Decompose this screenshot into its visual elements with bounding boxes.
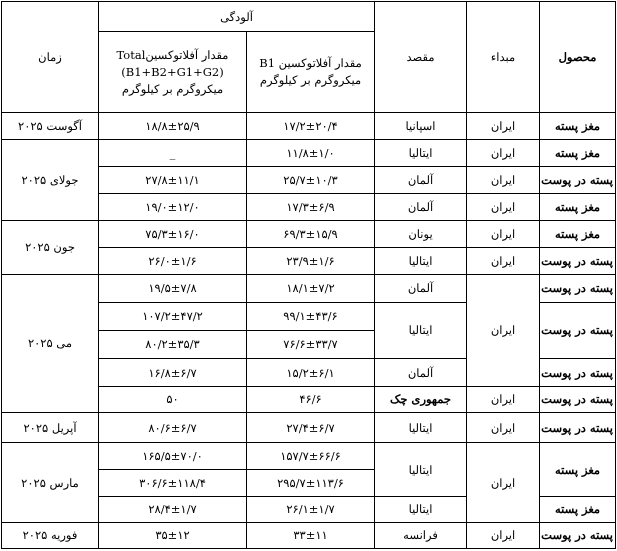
cell-product: مغز پسته	[540, 497, 616, 523]
cell-destination: یونان	[375, 220, 467, 247]
cell-b1: ۱۸/۱±۷/۲	[247, 274, 375, 302]
cell-origin: ایران	[467, 113, 540, 140]
cell-product: پسته در پوست	[540, 302, 616, 358]
cell-b1: ۳۳±۱۱	[247, 522, 375, 548]
cell-destination: ایتالیا	[375, 247, 467, 274]
cell-origin: ایران	[467, 274, 540, 386]
cell-total: ۵۰	[99, 387, 247, 413]
header-b1: مقدار آفلاتوکسین B1 میکروگرم بر کیلوگرم	[247, 32, 375, 113]
cell-origin: ایران	[467, 522, 540, 548]
cell-product: پسته در پوست	[540, 274, 616, 302]
cell-b1: ۴۶/۶	[247, 387, 375, 413]
cell-total: ۳۵±۱۲	[99, 522, 247, 548]
cell-time: می ۲۰۲۵	[2, 274, 99, 412]
cell-total: ۸۰/۶±۶/۷	[99, 412, 247, 442]
cell-total: _	[99, 140, 247, 167]
cell-b1: ۱۱/۸±۱/۰	[247, 140, 375, 167]
aflatoxin-table	[1, 1, 616, 549]
cell-b1: ۷۶/۶±۳۳/۷	[247, 330, 375, 358]
header-total: مقدار آفلاتوکسینTotal (B1+B2+G1+G2) میکروگرم بر کیلوگرم	[99, 32, 247, 113]
cell-b1: ۲۹۵/۷±۱۱۳/۶	[247, 470, 375, 497]
cell-total: ۱۶/۸±۶/۷	[99, 359, 247, 387]
cell-destination: اسپانیا	[375, 113, 467, 140]
cell-product: مغز پسته	[540, 194, 616, 221]
cell-product: مغز پسته	[540, 220, 616, 247]
cell-product: پسته در پوست	[540, 387, 616, 413]
cell-destination: آلمان	[375, 194, 467, 221]
cell-product: پسته در پوست	[540, 247, 616, 274]
cell-origin: ایران	[467, 140, 540, 167]
cell-destination: آلمان	[375, 359, 467, 387]
cell-b1: ۲۷/۴±۶/۷	[247, 412, 375, 442]
cell-time: مارس ۲۰۲۵	[2, 443, 99, 523]
cell-destination: آلمان	[375, 274, 467, 302]
cell-origin: ایران	[467, 443, 540, 523]
cell-total: ۱۰۷/۲±۴۷/۲	[99, 302, 247, 330]
cell-total: ۸۰/۲±۳۵/۳	[99, 330, 247, 358]
header-contamination: آلودگی	[99, 2, 375, 32]
cell-destination: ایتالیا	[375, 443, 467, 497]
cell-destination: ایتالیا	[375, 302, 467, 358]
cell-destination: آلمان	[375, 167, 467, 194]
cell-time: آگوست ۲۰۲۵	[2, 113, 99, 140]
cell-time: جولای ۲۰۲۵	[2, 140, 99, 221]
cell-product: پسته در پوست	[540, 167, 616, 194]
cell-total: ۲۷/۸±۱۱/۱	[99, 167, 247, 194]
cell-origin: ایران	[467, 412, 540, 442]
cell-b1: ۲۵/۷±۱۰/۳	[247, 167, 375, 194]
header-destination: مقصد	[375, 2, 467, 113]
cell-total: ۱۶۵/۵±۷۰/۰	[99, 443, 247, 470]
cell-b1: ۱۷/۳±۶/۹	[247, 194, 375, 221]
cell-b1: ۱۷/۲±۲۰/۴	[247, 113, 375, 140]
cell-b1: ۲۶/۱±۱/۷	[247, 497, 375, 523]
cell-destination: فرانسه	[375, 522, 467, 548]
cell-origin: ایران	[467, 220, 540, 247]
cell-total: ۷۵/۳±۱۶/۰	[99, 220, 247, 247]
cell-time: فوریه ۲۰۲۵	[2, 522, 99, 548]
cell-origin: ایران	[467, 194, 540, 221]
cell-b1: ۶۹/۳±۱۵/۹	[247, 220, 375, 247]
cell-product: پسته در پوست	[540, 359, 616, 387]
cell-total: ۱۹/۰±۱۲/۰	[99, 194, 247, 221]
cell-b1: ۱۵/۲±۶/۱	[247, 359, 375, 387]
cell-b1: ۹۹/۱±۴۳/۶	[247, 302, 375, 330]
cell-time: جون ۲۰۲۵	[2, 220, 99, 274]
cell-b1: ۲۳/۹±۱/۶	[247, 247, 375, 274]
cell-total: ۱۸/۸±۲۵/۹	[99, 113, 247, 140]
cell-total: ۲۸/۴±۱/۷	[99, 497, 247, 523]
cell-product: مغز پسته	[540, 140, 616, 167]
cell-destination: ایتالیا	[375, 140, 467, 167]
header-origin: مبداء	[467, 2, 540, 113]
cell-origin: ایران	[467, 247, 540, 274]
cell-product: پسته در پوست	[540, 522, 616, 548]
cell-destination: جمهوری چک	[375, 387, 467, 413]
cell-origin: ایران	[467, 387, 540, 413]
cell-time: آپریل ۲۰۲۵	[2, 412, 99, 442]
cell-product: مغز پسته	[540, 443, 616, 497]
cell-product: پسته در پوست	[540, 412, 616, 442]
cell-total: ۱۹/۵±۷/۸	[99, 274, 247, 302]
cell-total: ۳۰۶/۶±۱۱۸/۴	[99, 470, 247, 497]
cell-origin: ایران	[467, 167, 540, 194]
header-product: محصول	[540, 2, 616, 113]
cell-destination: ایتالیا	[375, 497, 467, 523]
cell-destination: ایتالیا	[375, 412, 467, 442]
cell-product: مغز پسته	[540, 113, 616, 140]
header-time: زمان	[2, 2, 99, 113]
cell-b1: ۱۵۷/۷±۶۶/۶	[247, 443, 375, 470]
cell-total: ۲۶/۰±۱/۶	[99, 247, 247, 274]
